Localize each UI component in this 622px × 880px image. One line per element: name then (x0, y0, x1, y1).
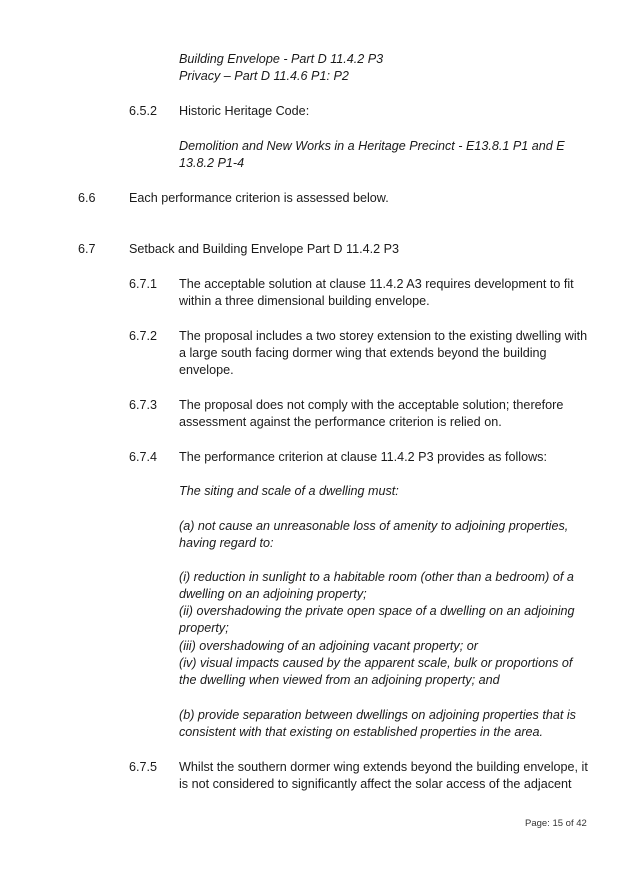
quote-i-line-1: (i) reduction in sunlight to a habitable room (other than a bedroom) of a (179, 570, 574, 584)
section-number-6-7: 6.7 (78, 242, 96, 256)
para-6-7-1-line-1: The acceptable solution at clause 11.4.2 A3 requires development to fit (179, 277, 574, 291)
quote-b-line-2: consistent with that existing on established properties in the area. (179, 725, 544, 739)
quote-iii-line-1: (iii) overshadowing of an adjoining vacant property; or (179, 639, 478, 653)
para-6-7-4-text: The performance criterion at clause 11.4.2 P3 provides as follows: (179, 450, 547, 464)
para-6-7-2-line-3: envelope. (179, 363, 234, 377)
para-6-7-2-line-2: a large south facing dormer wing that extends beyond the building (179, 346, 547, 360)
quote-ii-line-1: (ii) overshadowing the private open space of a dwelling on an adjoining (179, 604, 575, 618)
section-title-historic-heritage: Historic Heritage Code: (179, 104, 310, 118)
quote-iv-line-2: the dwelling when viewed from an adjoining property; and (179, 673, 500, 687)
quote-a-line-2: having regard to: (179, 536, 274, 550)
ref-privacy: Privacy – Part D 11.4.6 P1: P2 (179, 69, 349, 83)
section-number-6-7-4: 6.7.4 (129, 450, 158, 464)
para-6-7-3-line-1: The proposal does not comply with the acceptable solution; therefore (179, 398, 564, 412)
section-number-6-7-3: 6.7.3 (129, 398, 158, 412)
quote-a-line-1: (a) not cause an unreasonable loss of amenity to adjoining properties, (179, 519, 569, 533)
section-heading-6-7: Setback and Building Envelope Part D 11.4.2 P3 (129, 242, 400, 256)
quote-ii-line-2: property; (179, 621, 229, 635)
ref-building-envelope: Building Envelope - Part D 11.4.2 P3 (179, 52, 384, 66)
quote-b-line-1: (b) provide separation between dwellings on adjoining properties that is (179, 708, 576, 722)
quote-iv-line-1: (iv) visual impacts caused by the apparent scale, bulk or proportions of (179, 656, 573, 670)
section-number-6-6: 6.6 (78, 191, 96, 205)
heritage-ref-line-1: Demolition and New Works in a Heritage Precinct - E13.8.1 P1 and E (179, 139, 565, 153)
para-6-7-5-line-2: is not considered to significantly affect the solar access of the adjacent (179, 777, 572, 791)
para-6-7-5-line-1: Whilst the southern dormer wing extends beyond the building envelope, it (179, 760, 588, 774)
para-6-7-1-line-2: within a three dimensional building envelope. (179, 294, 430, 308)
section-number-6-7-2: 6.7.2 (129, 329, 158, 343)
page-number: Page: 15 of 42 (525, 818, 587, 829)
section-number-6-5-2: 6.5.2 (129, 104, 158, 118)
para-6-7-3-line-2: assessment against the performance criterion is relied on. (179, 415, 502, 429)
quote-i-line-2: dwelling on an adjoining property; (179, 587, 367, 601)
section-number-6-7-1: 6.7.1 (129, 277, 158, 291)
heritage-ref-line-2: 13.8.2 P1-4 (179, 156, 245, 170)
para-6-7-2-line-1: The proposal includes a two storey extension to the existing dwelling with (179, 329, 588, 343)
section-number-6-7-5: 6.7.5 (129, 760, 158, 774)
quote-intro: The siting and scale of a dwelling must: (179, 484, 399, 498)
section-text-6-6: Each performance criterion is assessed below. (129, 191, 389, 205)
